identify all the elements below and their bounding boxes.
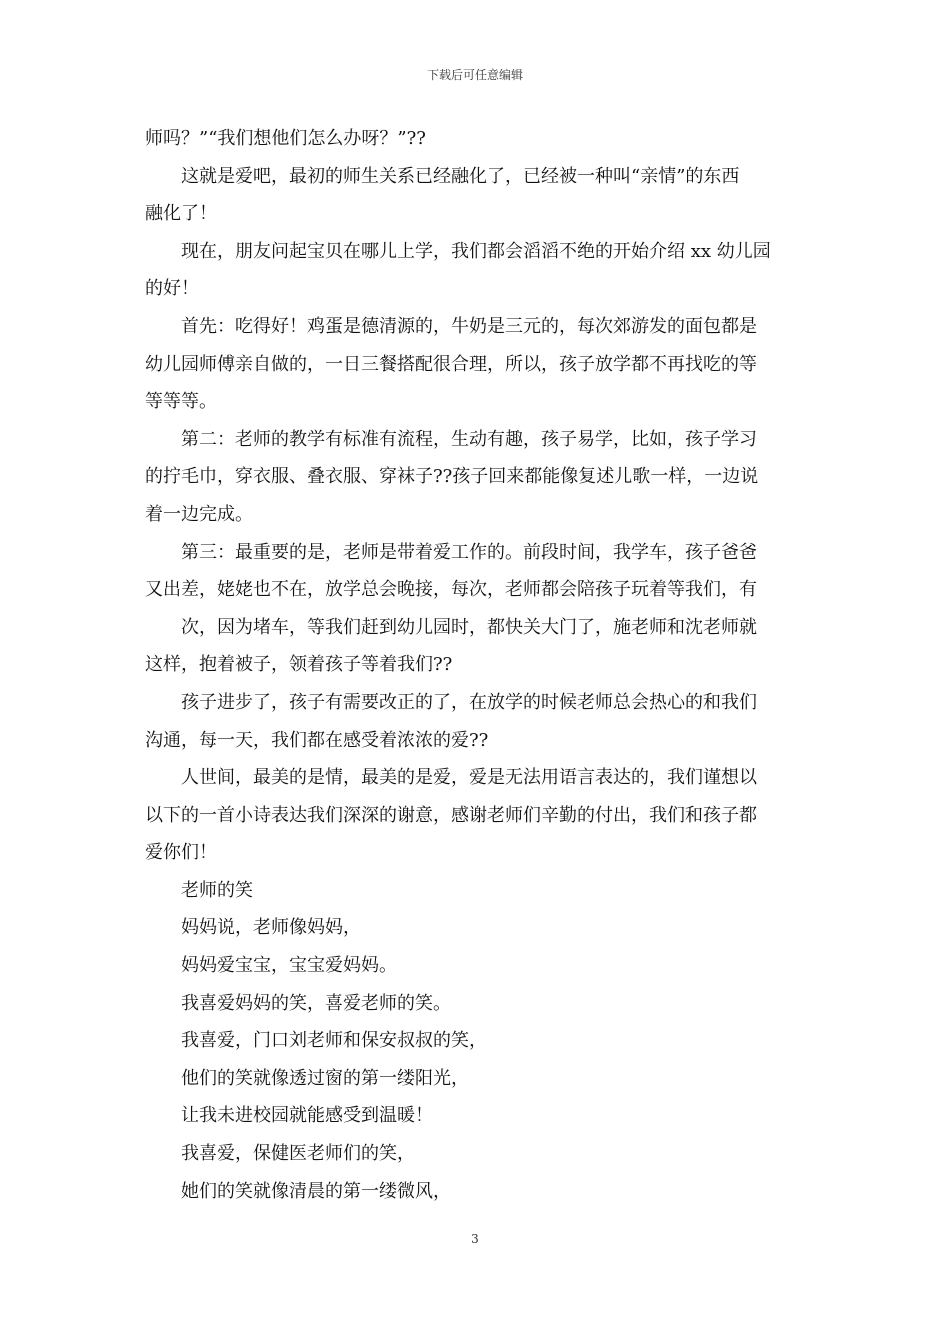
document-body [145, 120, 810, 1210]
text-line: 沟通，每一天，我们都在感受着浓浓的爱?? [145, 729, 489, 751]
text-line: 等等等。 [145, 391, 217, 413]
text-line: 的好！ [145, 278, 199, 300]
text-line: 融化了！ [145, 203, 217, 225]
text-line: 让我未进校园就能感受到温暖！ [181, 1105, 433, 1127]
text-line: 幼儿园师傅亲自做的，一日三餐搭配很合理，所以，孩子放学都不再找吃的等 [145, 353, 757, 375]
text-line: 第三：最重要的是，老师是带着爱工作的。前段时间，我学车，孩子爸爸 [181, 541, 757, 563]
text-line: 我喜爱妈妈的笑，喜爱老师的笑。 [181, 992, 451, 1014]
text-line: 他们的笑就像透过窗的第一缕阳光， [181, 1067, 469, 1089]
text-line: 妈妈爱宝宝，宝宝爱妈妈。 [181, 955, 397, 977]
text-line: 她们的笑就像清晨的第一缕微风， [181, 1180, 451, 1202]
text-line: 人世间，最美的是情，最美的是爱，爱是无法用语言表达的，我们谨想以 [181, 767, 757, 789]
text-line: 又出差，姥姥也不在，放学总会晚接，每次，老师都会陪孩子玩着等我们，有 [145, 579, 757, 601]
text-line: 现在，朋友问起宝贝在哪儿上学，我们都会滔滔不绝的开始介绍 xx 幼儿园 [181, 240, 771, 262]
text-line: 第二：老师的教学有标准有流程，生动有趣，孩子易学，比如，孩子学习 [181, 428, 757, 450]
text-line: 首先：吃得好！鸡蛋是德清源的，牛奶是三元的，每次郊游发的面包都是 [181, 315, 757, 337]
text-line: 妈妈说，老师像妈妈， [181, 917, 361, 939]
text-line: 这就是爱吧，最初的师生关系已经融化了，已经被一种叫“亲情”的东西 [181, 165, 740, 187]
text-line: 孩子进步了，孩子有需要改正的了，在放学的时候老师总会热心的和我们 [181, 691, 757, 713]
text-line: 这样，抱着被子，领着孩子等着我们?? [145, 654, 453, 676]
page-header: 下载后可任意编辑 [426, 68, 523, 82]
text-line: 着一边完成。 [145, 503, 253, 525]
text-line: 的拧毛巾，穿衣服、叠衣服、穿袜子??孩子回来都能像复述儿歌一样，一边说 [145, 466, 759, 488]
text-line: 老师的笑 [181, 879, 253, 901]
text-line: 以下的一首小诗表达我们深深的谢意，感谢老师们辛勤的付出，我们和孩子都 [145, 804, 757, 826]
text-line: 师吗？”“我们想他们怎么办呀？”?? [145, 128, 426, 149]
page-number: 3 [471, 1232, 479, 1246]
text-line: 次，因为堵车，等我们赶到幼儿园时，都快关大门了，施老师和沈老师就 [181, 616, 757, 638]
text-line: 我喜爱，门口刘老师和保安叔叔的笑， [181, 1030, 487, 1052]
text-line: 爱你们！ [145, 842, 217, 864]
text-line: 我喜爱，保健医老师们的笑， [181, 1143, 415, 1165]
